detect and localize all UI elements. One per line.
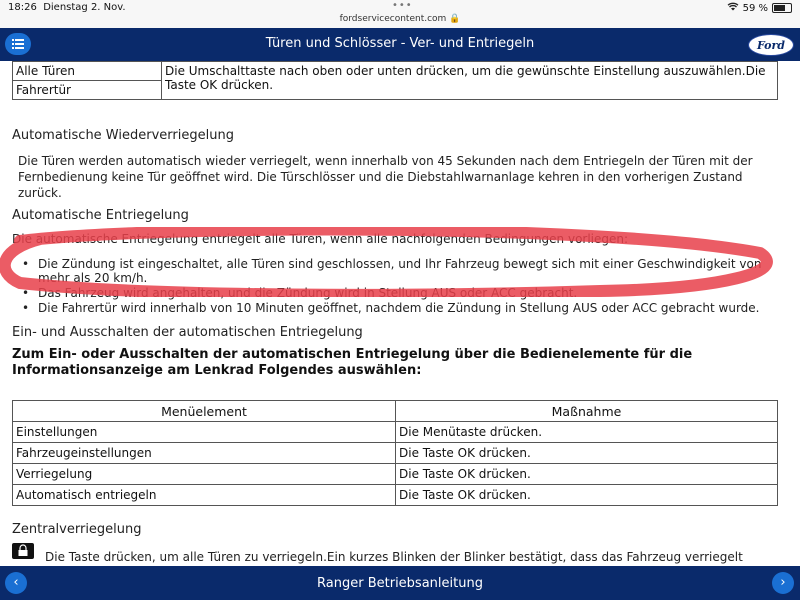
table-cell: Einstellungen	[13, 422, 396, 443]
ios-status-bar	[0, 0, 800, 28]
auto-unlock-intro: Die automatische Entriegelung entriegelt alle Türen, wenn alle nachfolgenden Bedingungen vorliegen:	[12, 232, 629, 246]
table-row	[13, 62, 778, 81]
chevron-left-icon: ‹	[13, 575, 19, 590]
column-header: Maßnahme	[396, 401, 778, 422]
chevron-right-icon: ›	[780, 575, 786, 590]
page-title: Türen und Schlösser - Ver- und Entriegeln	[265, 36, 535, 51]
multitask-dots-icon[interactable]: •••	[392, 0, 413, 11]
manual-title: Ranger Betriebsanleitung	[317, 576, 483, 591]
lock-icon	[12, 543, 34, 559]
list-item: • Die Zündung ist eingeschaltet, alle Türen sind geschlossen, und Ihr Fahrzeug bewegt sich mit einer Geschwindigkeit von mehr als 20 km/h.	[18, 257, 780, 285]
heading-auto-unlock: Automatische Entriegelung	[12, 208, 189, 223]
table-row	[13, 422, 778, 443]
menu-table	[12, 400, 778, 506]
table-header-row	[13, 401, 778, 422]
next-page-button[interactable]	[772, 572, 794, 594]
table-cell: Alle Türen	[13, 62, 162, 81]
table-cell: Automatisch entriegeln	[13, 485, 396, 506]
list-item: • Die Fahrertür wird innerhalb von 10 Minuten geöffnet, nachdem die Zündung in Stellung AUS oder ACC gebracht wurde.	[18, 301, 780, 315]
table-row	[13, 485, 778, 506]
wifi-icon	[727, 2, 739, 14]
table-cell: Fahrzeugeinstellungen	[13, 443, 396, 464]
battery-icon	[772, 3, 792, 13]
heading-central-locking: Zentralverriegelung	[12, 522, 142, 537]
table-cell: Die Taste OK drücken.	[396, 443, 778, 464]
table-row	[13, 464, 778, 485]
status-time: 18:26 Dienstag 2. Nov.	[8, 2, 126, 13]
door-setting-table	[12, 61, 778, 100]
heading-auto-relock: Automatische Wiederverriegelung	[12, 128, 234, 143]
list-item: • Das Fahrzeug wird angehalten, und die Zündung wird in Stellung AUS oder ACC gebracht.	[18, 286, 780, 300]
app-footer	[0, 566, 800, 600]
table-cell: Fahrertür	[13, 81, 162, 100]
toggle-instruction: Zum Ein- oder Ausschalten der automatischen Entriegelung über die Bedienelemente für die Informationsanzeige am Lenkrad Folgendes auswählen:	[12, 347, 693, 378]
column-header: Menüelement	[13, 401, 396, 422]
table-cell: Die Menütaste drücken.	[396, 422, 778, 443]
lock-small-icon: 🔒	[449, 14, 461, 24]
table-cell: Die Umschalttaste nach oben oder unten drücken, um die gewünschte Einstellung auszuwählen.Die Taste OK drücken.	[162, 62, 778, 100]
app-header	[0, 28, 800, 61]
url-bar[interactable]: fordservicecontent.com 🔒	[339, 14, 461, 24]
table-row	[13, 443, 778, 464]
table-cell: Die Taste OK drücken.	[396, 464, 778, 485]
content-area[interactable]	[0, 61, 800, 566]
table-cell: Verriegelung	[13, 464, 396, 485]
heading-toggle-auto-unlock: Ein- und Ausschalten der automatischen Entriegelung	[12, 325, 363, 340]
central-locking-text: Die Taste drücken, um alle Türen zu verriegeln.Ein kurzes Blinken der Blinker bestätigt, dass das Fahrzeug verriegelt	[45, 550, 743, 564]
status-right	[727, 2, 792, 14]
auto-relock-text: Die Türen werden automatisch wieder verriegelt, wenn innerhalb von 45 Sekunden nach dem Entriegeln der Türen mit der Fernbedienung keine Tür geöffnet wird. Die Türschlösser und die Diebstahlwarnanlage kehren in den vorherigen Zustand zurück.	[18, 154, 753, 200]
table-cell: Die Taste OK drücken.	[396, 485, 778, 506]
battery-percent: 59 %	[742, 2, 768, 14]
ford-logo: Ford	[748, 34, 794, 56]
